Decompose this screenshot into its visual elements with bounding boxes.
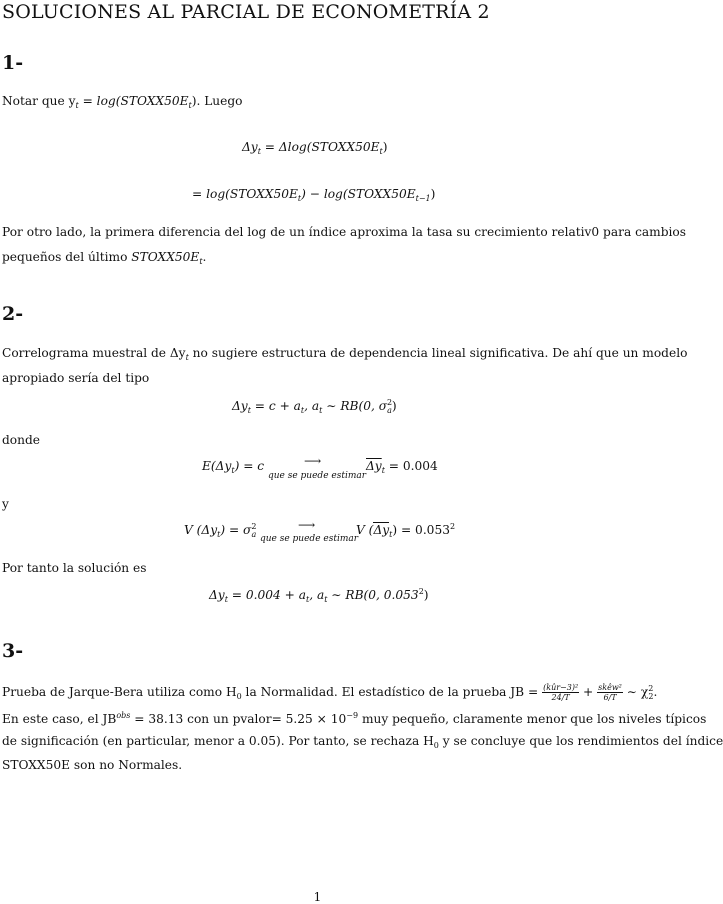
section-3-heading: 3- <box>2 640 24 662</box>
section-2-heading: 2- <box>2 303 24 325</box>
variance-estimate: V $(\Delta y_t) = 0.053^2$ <box>356 522 456 539</box>
variance-equation: V $(\Delta y_t) = \sigma^2_a$ <box>184 522 257 539</box>
section-3-paragraph-3: de significación (en particular, menor a 0.05). Por tanto, se rechaza $H_0$ y se concluye que los rendimientos del índice <box>2 734 723 750</box>
estimable-label-1: que se puede estimar <box>268 471 367 481</box>
section-1-paragraph-1: Notar que $y_t$ = $\log(STOXX50E_t)$. Luego <box>2 94 243 110</box>
equation-delta-y: $\Delta y_t$ = $\Delta\log(STOXX50E_t)$ <box>242 140 388 156</box>
right-arrow-icon: ⟶ <box>298 518 316 532</box>
section-3-paragraph-2: En este caso, el $JB^{obs} = 38.13$ con un pvalor= $5.25 \times 10^{-9}$ muy pequeño, claramente menor que los niveles típicos <box>2 711 707 726</box>
section-2-paragraph-2: apropiado sería del tipo <box>2 371 150 385</box>
label-donde: donde <box>2 433 41 447</box>
expectation-equation: $E(\Delta y_t) = c$ <box>202 459 265 475</box>
page-title: SOLUCIONES AL PARCIAL DE ECONOMETRÍA 2 <box>2 1 490 23</box>
expectation-estimate: $\overline{\Delta y}_t = 0.004$ <box>366 459 438 475</box>
estimable-label-2: que se puede estimar <box>260 534 359 544</box>
kurtosis-fraction: $\frac{\text{(kûr−3)²}}{24/T}$ <box>543 683 579 702</box>
section-1-heading: 1- <box>2 52 24 74</box>
section-1-paragraph-3: pequeños del último $STOXX50E_t$. <box>2 250 207 266</box>
model-equation: $\Delta y_t = c + a_t$, $a_t$ ∼ RB(0, $\sigma^2_a$) <box>232 398 397 415</box>
skewness-fraction: $\frac{\text{skêw²}}{6/T}$ <box>598 683 622 702</box>
section-1-paragraph-2: Por otro lado, la primera diferencia del log de un índice aproxima la tasa su crecimiento relativ0 para cambios <box>2 225 687 239</box>
right-arrow-icon: ⟶ <box>304 454 322 468</box>
section-3-paragraph-4: STOXX50E son no Normales. <box>2 758 183 772</box>
label-y: y <box>2 497 9 511</box>
equation-log-difference: = $\log(STOXX50E_t)$ − $\log(STOXX50E_{t-1})$ <box>192 187 436 203</box>
section-3-paragraph-1: Prueba de Jarque-Bera utiliza como $H_0$ la Normalidad. El estadístico de la prueba JB = $\frac{\text{(kûr−3)²}}{24/T}$ + $\frac{\text{skêw²}}{6/T}$ ∼ $\chi^2_2$. <box>2 683 658 702</box>
page-number: 1 <box>313 890 322 904</box>
section-2-paragraph-3: Por tanto la solución es <box>2 561 147 575</box>
solution-equation: $\Delta y_t = 0.004 + a_t$, $a_t$ ∼ RB(0, 0.053$^2$) <box>209 587 429 604</box>
section-2-paragraph-1: Correlograma muestral de $\Delta y_t$ no sugiere estructura de dependencia lineal significativa. De ahí que un modelo <box>2 346 688 362</box>
